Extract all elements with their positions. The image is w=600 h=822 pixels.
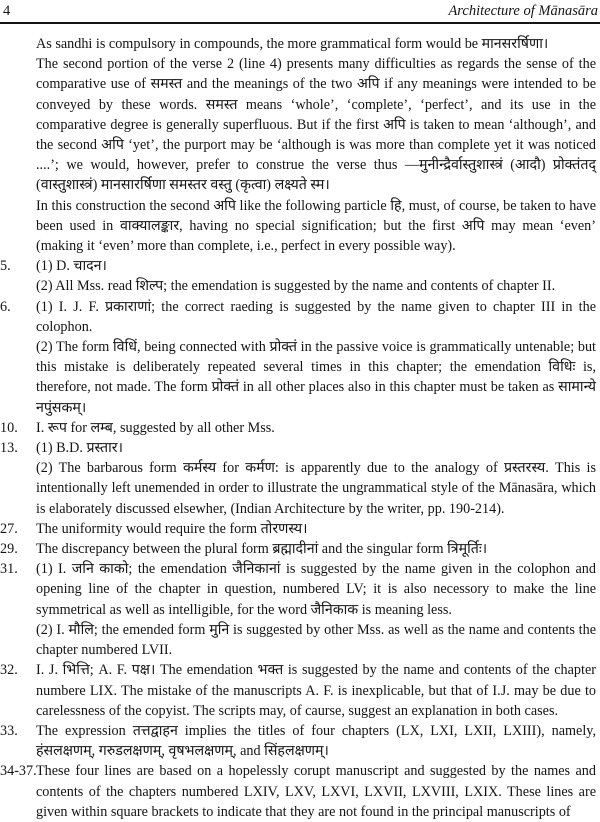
running-title: Architecture of Mānasāra	[448, 3, 598, 19]
intro-paragraph: The second portion of the verse 2 (line 4) presents many difficulties as regards the sense of the comparative use of समस्त and the meanings of the two अपि if any meanings were intended to be conveyed by these words. समस्त means ‘whole’, ‘complete’, ‘perfect’, and its use in the comparative degree is generally superfluous. But if the first अपि is taken to mean ‘although’, and the second अपि ‘yet’, the purport may be ‘although is was more than complete yet it was noticed ....’; we would, however, prefer to construe the verse thus —मुनीन्द्रैर्वास्तुशास्त्रं (आदौ) प्रोक्तंतद् (वास्तुशास्त्रं) मानसारर्षिणा समस्तर वस्तु (कृत्वा) लक्ष्यते स्म।	[36, 56, 596, 194]
note-number: 5.	[0, 258, 11, 275]
note-31	[0, 559, 600, 660]
page-number: 4	[3, 3, 11, 19]
header-rule	[0, 22, 600, 24]
page-body	[0, 34, 600, 822]
note-line: (1) I. J. F. प्रकाराणां; the correct raeding is suggested by the name given to chapter III in the colophon.	[36, 298, 596, 335]
note-27	[0, 519, 600, 539]
note-line: I. J. भित्ति; A. F. पक्ष। The emendation भक्त is suggested by the name and contents of the chapter numbere LIX. The mistake of the manuscripts A. F. is inexplicable, but that of I.J. may be due to carelessness of the copyist. The scripts may, of caurse, suggest an explanation in both cases.	[36, 662, 596, 719]
note-line: (1) I. जनि काको; the emendation जैनिकानां is suggested by the name given in the colophon and opening line of the chapter in question, numbered LV; it is also necessory to make the line symmetrical as well as intelligible, for the word जैनिकाक is meaning less.	[36, 561, 596, 618]
note-32	[0, 660, 600, 721]
note-34-37	[0, 761, 600, 822]
note-line: (2) The form विधिं, being connected with प्रोक्तं in the passive voice is grammatically untenable; but this mistake is deliberately repeated several times in this chapter; the emendation विधिः is, therefore, not made. The form प्रोक्तं in all other places also in this chapter must be taken as सामान्ये नपुंसकम्।	[36, 339, 596, 416]
note-13	[0, 438, 600, 519]
note-number: 34-37.	[0, 763, 37, 780]
note-5	[0, 256, 600, 296]
note-number: 33.	[0, 722, 18, 739]
note-6	[0, 297, 600, 418]
note-line: (2) All Mss. read शिल्प; the emendation is suggested by the name and contents of chapter II.	[36, 278, 556, 295]
note-number: 10.	[0, 419, 18, 436]
note-29	[0, 539, 600, 559]
intro-paragraph: In this construction the second अपि like the following particle हि, must, of course, be taken to have been used in वाक्यालङ्कार, having no special signification; but the first अपि may mean ‘even’ (making it ‘even’ more than complete, i.e., perfect in every possible way).	[36, 197, 596, 255]
note-line: I. रूप for लम्ब, suggested by all other Mss.	[36, 419, 275, 436]
note-line: The expression तत्तद्वाहन implies the titles of four chapters (LX, LXI, LXII, LXIII), namely, हंसलक्षणम्, गरुडलक्षणम्, वृषभलक्षणम्, and सिंहलक्षणम्।	[36, 722, 596, 760]
intro-paragraph: As sandhi is compulsory in compounds, the more grammatical form would be मानसरर्षिणा।	[36, 36, 549, 52]
note-number: 6.	[0, 298, 11, 315]
note-line: The discrepancy between the plural form ब्रह्मादीनां and the singular form त्रिमूर्तिः।	[36, 541, 488, 558]
note-line: (1) B.D. प्रस्तार।	[36, 440, 123, 457]
note-33	[0, 721, 600, 761]
running-header	[0, 0, 600, 24]
note-line: (2) The barbarous form कर्मस्य for कर्मण: is apparently due to the analogy of प्रस्तरस्य. This is intentionally left unemended in order to illustrate the ungrammatical style of the Mānasāra, which is elaborately discussed elsewher, (Indian Architecture by the writer, pp. 190-214).	[36, 460, 596, 517]
note-number: 27.	[0, 520, 18, 537]
note-number: 32.	[0, 662, 18, 679]
note-line: The uniformity would require the form तोरणस्य।	[36, 520, 308, 537]
note-line: These four lines are based on a hopelessly corupt manuscript and suggested by the names and contents of the chapters numbered LXIV, LXV, LXVI, LXVII, LXVIII, LXIX. These lines are given within square brackets to indicate that they are not found in the principal manuscripts of	[36, 763, 596, 820]
note-10	[0, 418, 600, 438]
note-line: (2) I. मौलि; the emended form मुनि is suggested by other Mss. as well as the name and contents the chapter numbered LVII.	[36, 621, 596, 659]
note-number: 29.	[0, 541, 18, 558]
note-number: 31.	[0, 561, 18, 578]
note-number: 13.	[0, 440, 18, 457]
note-line: (1) D. चादन।	[36, 258, 107, 275]
